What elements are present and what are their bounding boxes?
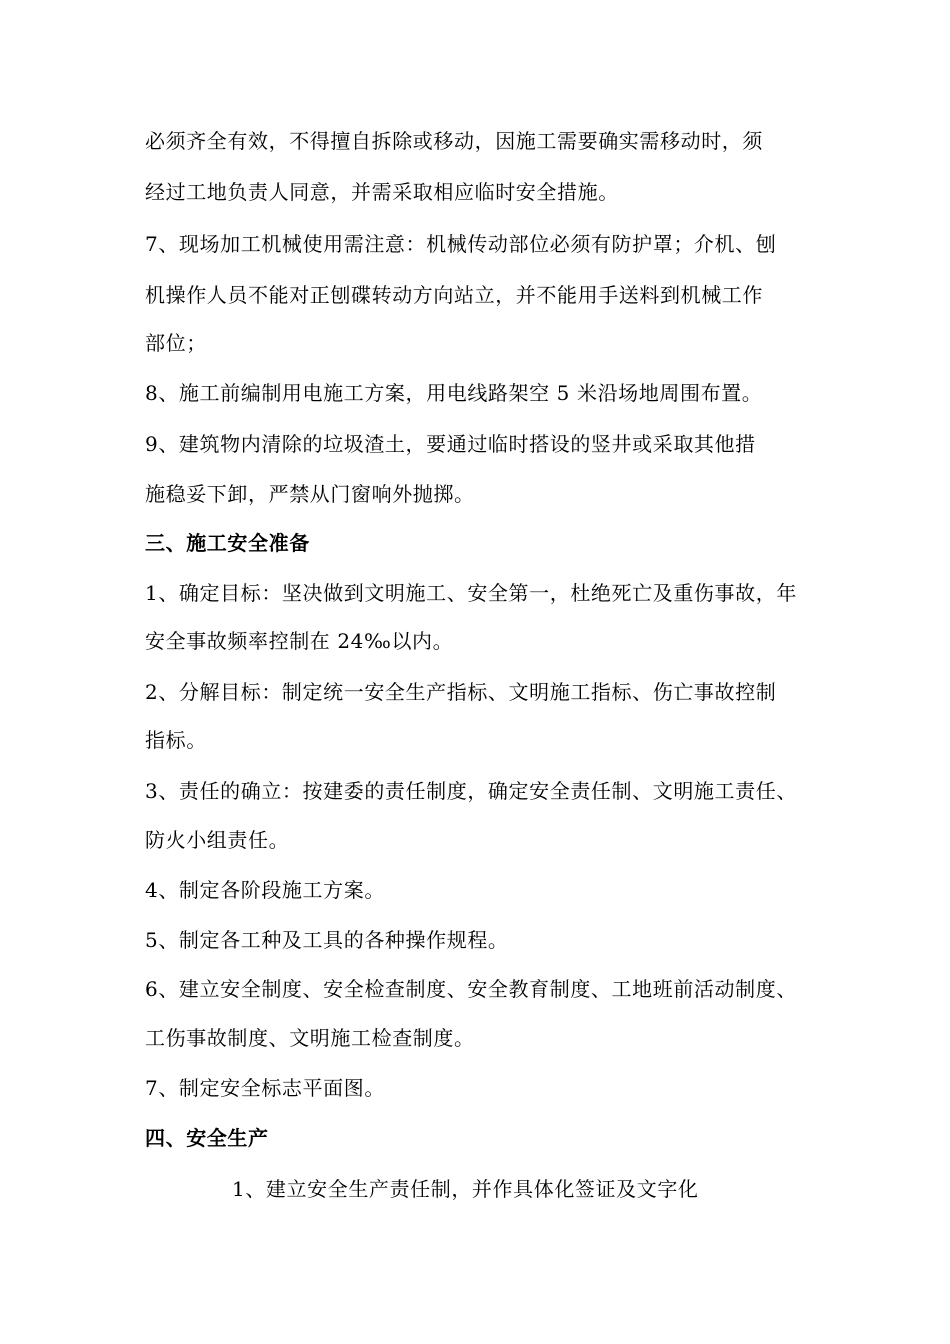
paragraph-line: 5、制定各工种及工具的各种操作规程。 — [145, 928, 509, 952]
paragraph-line: 7、现场加工机械使用需注意：机械传动部位必须有防护罩；介机、刨 — [145, 232, 777, 256]
paragraph-line: 2、分解目标：制定统一安全生产指标、文明施工指标、伤亡事故控制 — [145, 680, 777, 704]
paragraph-line: 7、制定安全标志平面图。 — [145, 1076, 385, 1100]
paragraph-line: 1、确定目标：坚决做到文明施工、安全第一，杜绝死亡及重伤事故，年 — [145, 581, 797, 605]
paragraph-line: 必须齐全有效，不得擅自拆除或移动，因施工需要确实需移动时，须 — [145, 129, 763, 153]
paragraph-line: 6、建立安全制度、安全检查制度、安全教育制度、工地班前活动制度、 — [145, 977, 797, 1001]
paragraph-line: 部位； — [145, 331, 207, 355]
paragraph-line: 1、建立安全生产责任制，并作具体化签证及文字化 — [232, 1177, 699, 1201]
paragraph-line: 8、施工前编制用电施工方案，用电线路架空 5 米沿场地周围布置。 — [145, 381, 763, 405]
paragraph-line: 安全事故频率控制在 24‰以内。 — [145, 629, 454, 653]
section-heading-4: 四、安全生产 — [145, 1126, 269, 1150]
section-heading-3: 三、施工安全准备 — [145, 531, 310, 555]
paragraph-line: 防火小组责任。 — [145, 828, 290, 852]
paragraph-line: 指标。 — [145, 728, 207, 752]
paragraph-line: 3、责任的确立：按建委的责任制度，确定安全责任制、文明施工责任、 — [145, 779, 797, 803]
paragraph-line: 机操作人员不能对正刨碟转动方向站立，并不能用手送料到机械工作 — [145, 283, 763, 307]
paragraph-line: 9、建筑物内清除的垃圾渣土，要通过临时搭设的竖井或采取其他措 — [145, 432, 756, 456]
paragraph-line: 工伤事故制度、文明施工检查制度。 — [145, 1026, 475, 1050]
paragraph-line: 施稳妥下卸，严禁从门窗响外抛掷。 — [145, 482, 475, 506]
paragraph-line: 经过工地负责人同意，并需采取相应临时安全措施。 — [145, 180, 619, 204]
paragraph-line: 4、制定各阶段施工方案。 — [145, 878, 385, 902]
